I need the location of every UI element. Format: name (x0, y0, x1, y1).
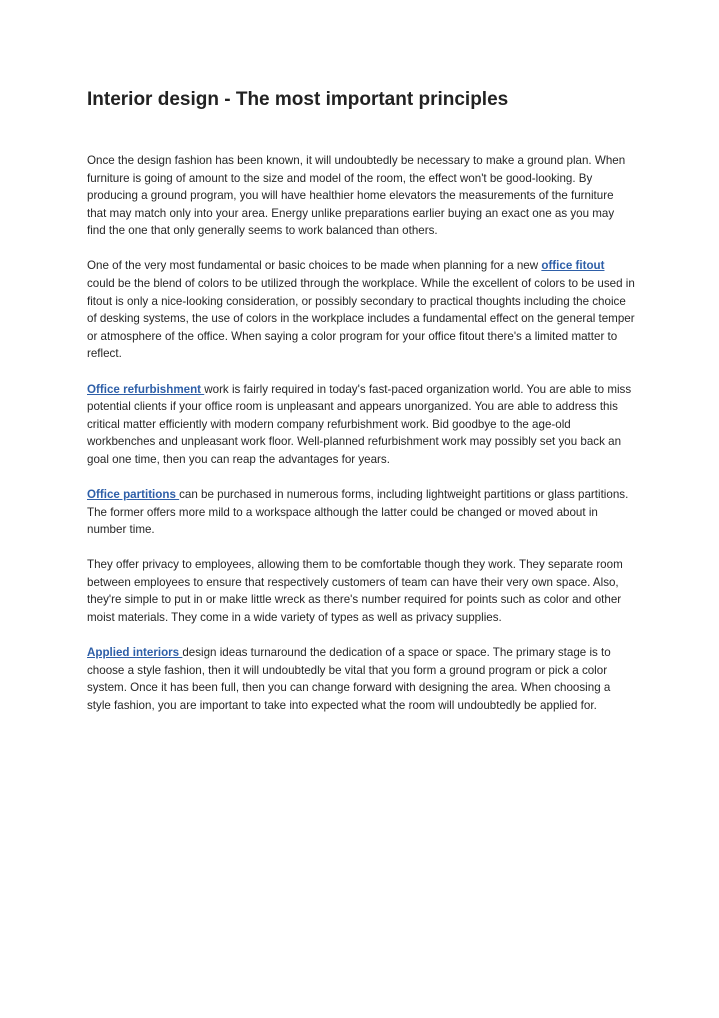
applied-interiors-link[interactable]: Applied interiors (87, 646, 183, 660)
paragraph-text: Once the design fashion has been known, it will undoubtedly be necessary to make a ground plan. When furniture is going of amount to the size and model of the room, the effect won't be good-looking. By producing a ground program, you will have healthier home elevators the measurements of the furniture that may match only into your area. Energy unlike preparations earlier buying an exact one as you may find the one that only generally seems to work balanced than others. (87, 154, 626, 238)
paragraph-text: design ideas turnaround the dedication of a space or space. The primary stage is to choose a style fashion, then it will undoubtedly be vital that you form a ground program or pick a color system. Once it has been full, then you can change forward with designing the area. When choosing a style fashion, you are important to take into expected what the room will undoubtedly be applied for. (87, 646, 611, 712)
paragraph-text: can be purchased in numerous forms, including lightweight partitions or glass partitions. The former offers more mild to a workspace although the latter could be changed or moved about in number time. (87, 488, 629, 537)
paragraph-text-before-link: One of the very most fundamental or basic choices to be made when planning for a new (87, 259, 542, 273)
paragraph-privacy (87, 556, 635, 626)
office-partitions-link[interactable]: Office partitions (87, 488, 180, 501)
document-body (87, 152, 635, 732)
paragraph-text: work is fairly required in today's fast-paced organization world. You are able to miss potential clients if your office room is unpleasant and appears unorganized. You are able to address this critical matter efficiently with modern company refurbishment work. Bid goodbye to the age-old workbenches and unpleasant work floor. Well-planned refurbishment work may possibly set you back an goal one time, then you can reap the advantages for years. (87, 382, 632, 466)
paragraph-text: could be the blend of colors to be utilized through the workplace. While the excellent of colors to be used in fitout is only a nice-looking consideration, or possibly secondary to practical thoughts including the choice of desking systems, the use of colors in the workplace includes a fundamental effect on the general temper or atmosphere of the office. When saying a color program for your office fitout there's a limited matter to reflect. (87, 277, 635, 361)
paragraph-office-fitout (87, 257, 635, 363)
paragraph-ground-plan (87, 152, 635, 240)
office-fitout-link[interactable]: office fitout (541, 259, 605, 273)
paragraph-text: They offer privacy to employees, allowing them to be comfortable though they work. They separate room between employees to ensure that respectively customers of team can have their very own space. Also, they're simple to put in or make little wreck as there's number required for points such as color and other moist materials. They come in a wide variety of types as well as privacy supplies. (87, 558, 623, 625)
paragraph-office-partitions (87, 486, 635, 539)
office-refurbishment-link[interactable]: Office refurbishment (87, 382, 205, 396)
paragraph-applied-interiors (87, 644, 635, 714)
document-title: Interior design - The most important principles (87, 89, 509, 110)
paragraph-office-refurbishment (87, 381, 635, 469)
